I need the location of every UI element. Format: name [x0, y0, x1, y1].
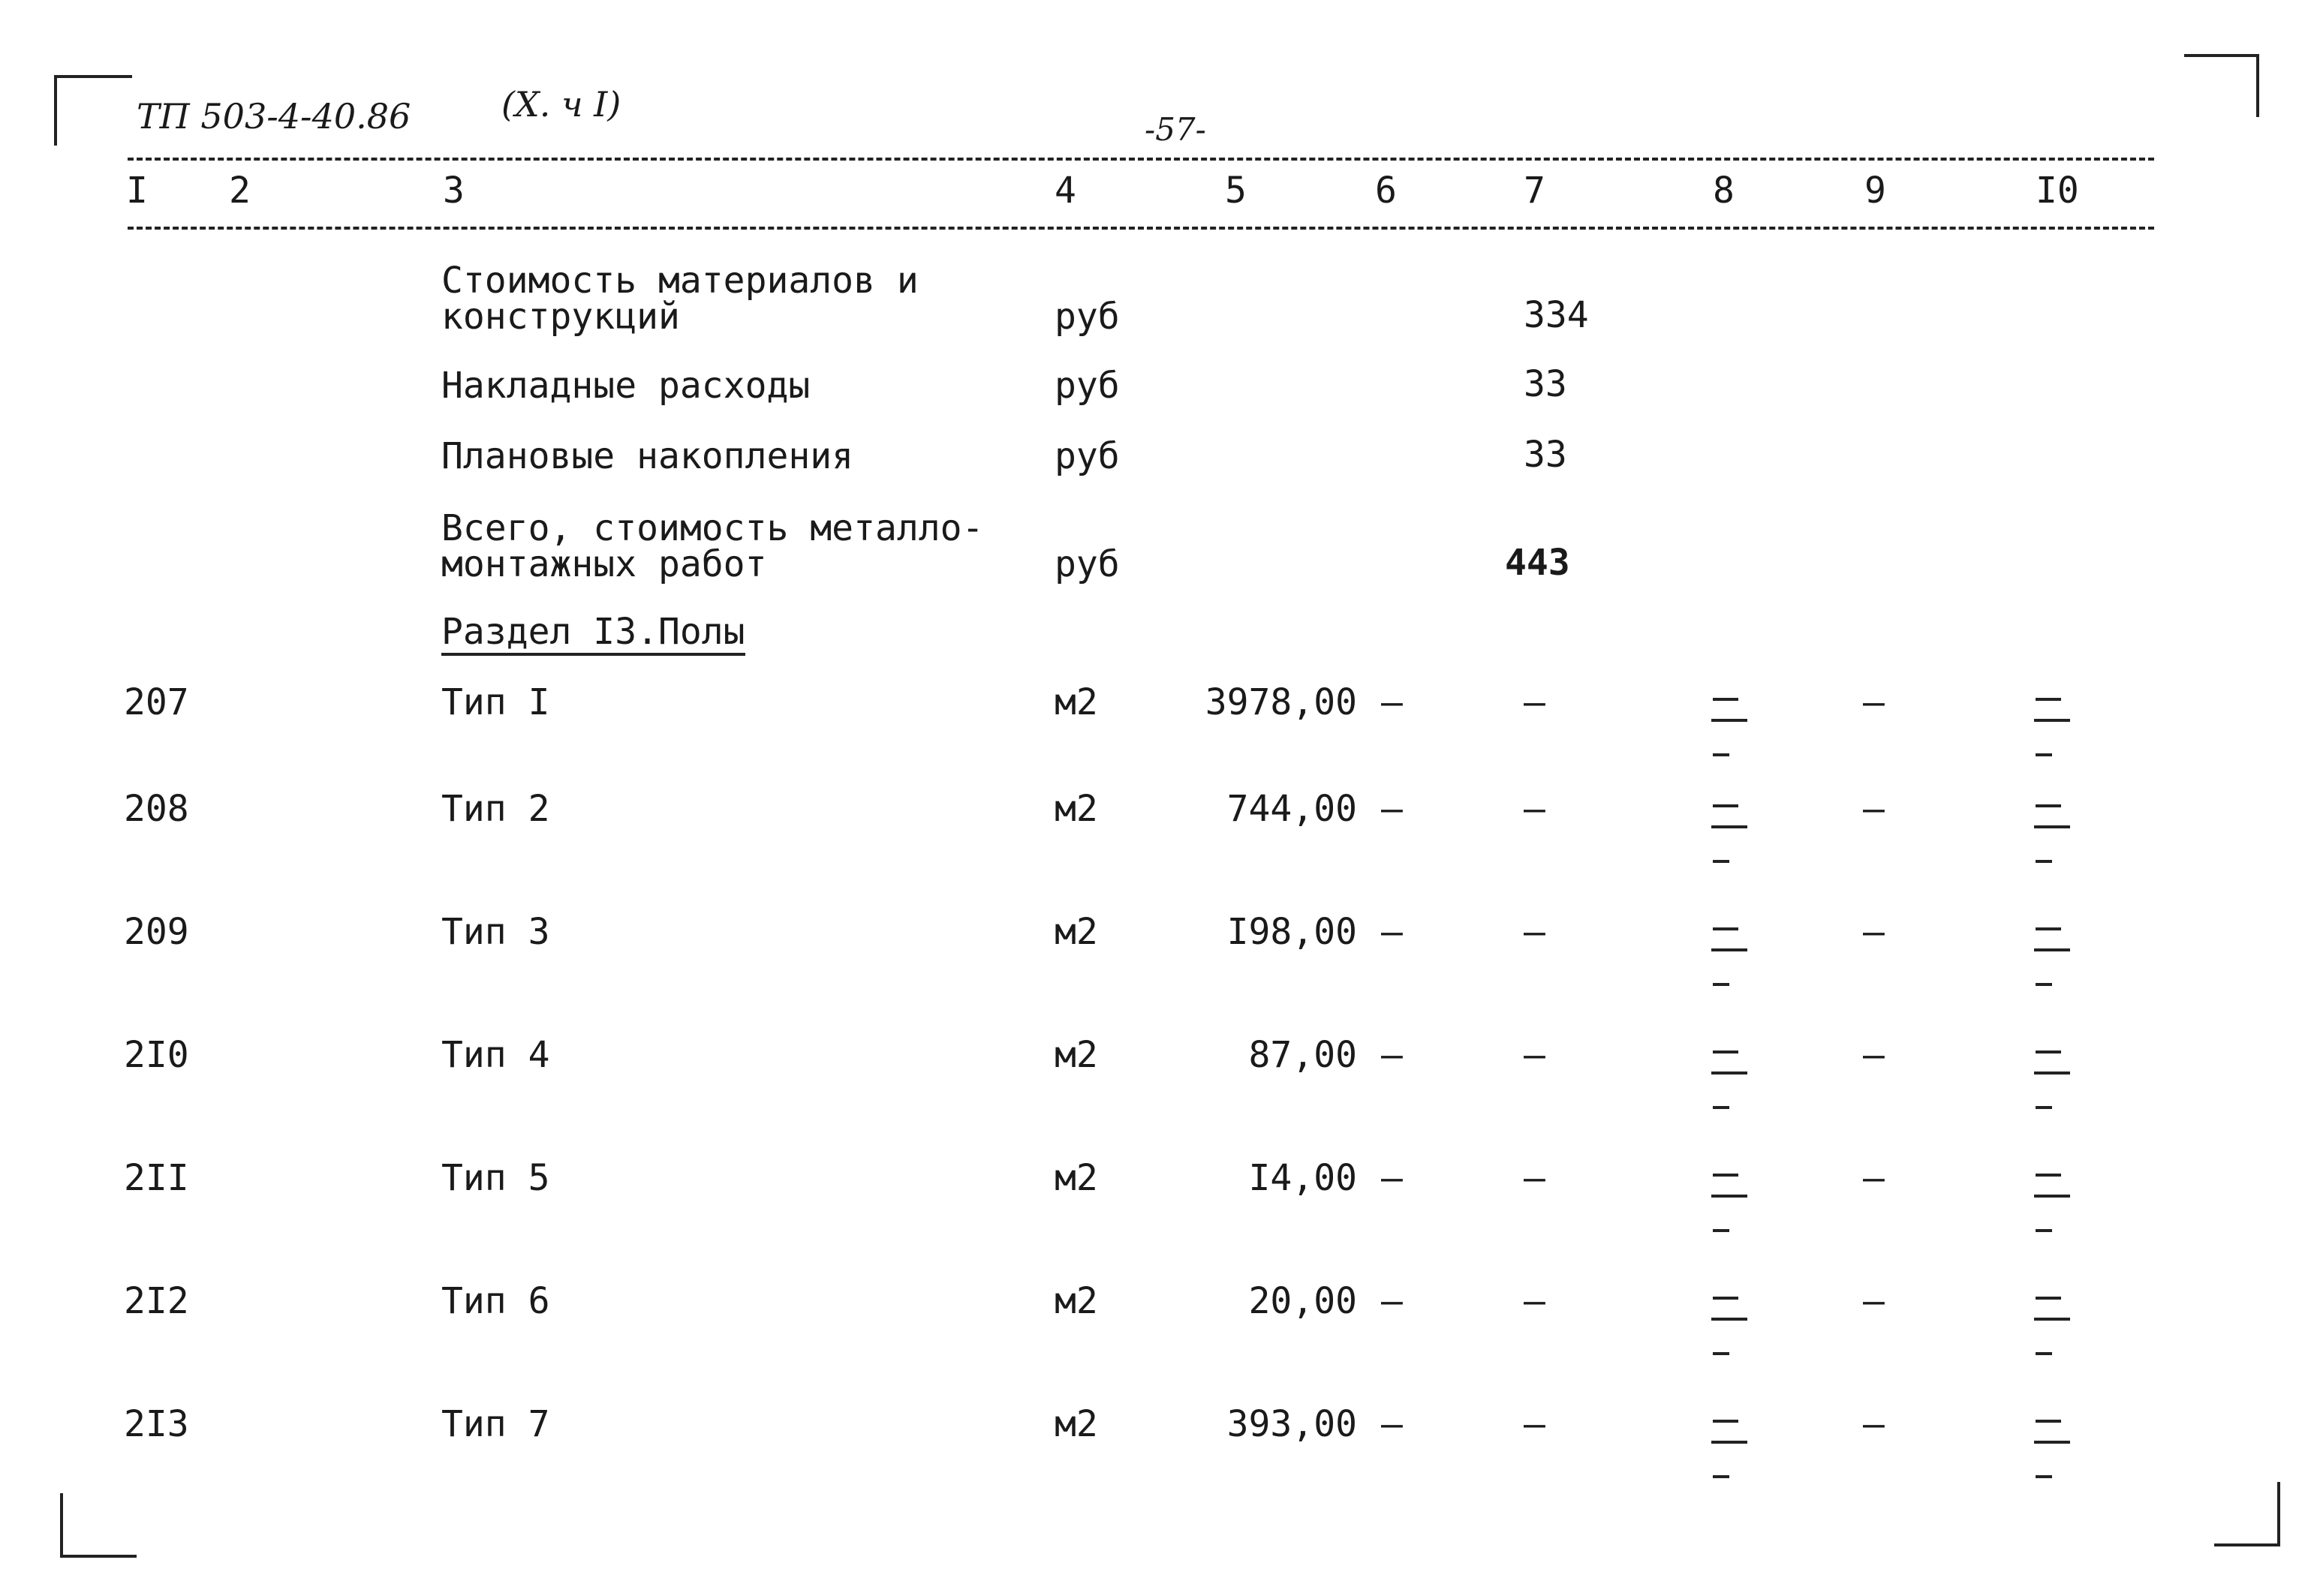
summary-name: Стоимость материалов и [441, 260, 919, 302]
row-col7: – [1524, 1403, 1545, 1445]
col8-mark [1713, 804, 1738, 807]
col8-mark [1713, 753, 1729, 756]
row-col6: – [1381, 681, 1403, 723]
row-number: 2II [124, 1157, 189, 1199]
document-part: (X. ч I) [501, 84, 621, 125]
summary-total-value: 443 [1505, 542, 1570, 584]
col8-mark [1711, 1072, 1747, 1075]
row-number: 2I0 [124, 1034, 189, 1076]
col8-mark [1713, 1352, 1729, 1355]
col8-mark [1711, 825, 1747, 828]
col10-mark [2034, 825, 2070, 828]
row-quantity: 20,00 [1248, 1280, 1357, 1322]
col10-mark [2034, 1441, 2070, 1444]
row-col9: – [1863, 911, 1885, 953]
col10-mark [2036, 1050, 2061, 1053]
col10-mark [2036, 698, 2061, 701]
corner-mark-top-left [54, 75, 132, 146]
row-col7: – [1524, 681, 1545, 723]
col8-mark [1713, 1229, 1729, 1232]
col8-mark [1713, 983, 1729, 986]
col10-mark [2036, 1475, 2052, 1478]
row-name: Тип 4 [441, 1034, 550, 1076]
col8-mark [1711, 719, 1747, 722]
row-name: Тип 7 [441, 1403, 550, 1445]
col10-mark [2036, 1174, 2061, 1177]
row-name: Тип 2 [441, 788, 550, 830]
corner-mark-bottom-right [2214, 1482, 2280, 1546]
corner-mark-bottom-left [60, 1493, 137, 1558]
row-unit: м2 [1055, 1157, 1098, 1199]
row-col6: – [1381, 1034, 1403, 1076]
summary-name: Всего, стоимость металло- [441, 507, 984, 549]
row-col9: – [1863, 1280, 1885, 1322]
summary-name: Плановые накопления [441, 435, 854, 477]
row-unit: м2 [1055, 681, 1098, 723]
row-col7: – [1524, 1157, 1545, 1199]
col10-mark [2034, 1318, 2070, 1321]
row-unit: м2 [1055, 911, 1098, 953]
section-title: Раздел I3.Полы [441, 614, 745, 656]
column-header-10: I0 [2036, 170, 2079, 212]
row-col6: – [1381, 911, 1403, 953]
column-header-2: 2 [229, 170, 251, 212]
row-number: 209 [124, 911, 189, 953]
col8-mark [1713, 1297, 1738, 1300]
row-name: Тип 6 [441, 1280, 550, 1322]
col10-mark [2036, 753, 2052, 756]
row-number: 2I3 [124, 1403, 189, 1445]
row-quantity: I98,00 [1226, 911, 1357, 953]
col10-mark [2034, 948, 2070, 951]
summary-unit: руб [1055, 543, 1120, 585]
row-quantity: 3978,00 [1205, 681, 1357, 723]
col10-mark [2036, 1297, 2061, 1300]
row-col9: – [1863, 681, 1885, 723]
col8-mark [1713, 1106, 1729, 1109]
column-header-6: 6 [1375, 170, 1397, 212]
row-unit: м2 [1055, 1034, 1098, 1076]
row-name: Тип I [441, 681, 550, 723]
column-header-3: 3 [443, 170, 465, 212]
column-header-1: I [126, 170, 148, 212]
col8-mark [1711, 1441, 1747, 1444]
row-col9: – [1863, 1034, 1885, 1076]
row-col9: – [1863, 1157, 1885, 1199]
row-col7: – [1524, 911, 1545, 953]
col10-mark [2036, 983, 2052, 986]
col10-mark [2034, 1072, 2070, 1075]
col10-mark [2034, 1195, 2070, 1198]
summary-value: 33 [1524, 363, 1567, 405]
summary-value: 33 [1524, 434, 1567, 476]
col8-mark [1713, 1475, 1729, 1478]
col10-mark [2036, 1106, 2052, 1109]
summary-unit: руб [1055, 435, 1120, 477]
row-col9: – [1863, 1403, 1885, 1445]
col10-mark [2036, 1229, 2052, 1232]
column-header-9: 9 [1864, 170, 1886, 212]
row-unit: м2 [1055, 1403, 1098, 1445]
header-rule-bottom [128, 227, 2154, 230]
column-header-7: 7 [1524, 170, 1545, 212]
col8-mark [1713, 860, 1729, 863]
col8-mark [1713, 698, 1738, 701]
column-header-4: 4 [1055, 170, 1076, 212]
col8-mark [1713, 1420, 1738, 1423]
row-quantity: I4,00 [1248, 1157, 1357, 1199]
summary-unit: руб [1055, 296, 1120, 338]
page-number: -57- [1145, 111, 1206, 148]
summary-name: монтажных работ [441, 543, 767, 585]
col8-mark [1711, 1318, 1747, 1321]
row-col6: – [1381, 1280, 1403, 1322]
row-unit: м2 [1055, 788, 1098, 830]
row-number: 208 [124, 788, 189, 830]
row-number: 207 [124, 681, 189, 723]
row-col6: – [1381, 1403, 1403, 1445]
col10-mark [2036, 1420, 2061, 1423]
col10-mark [2036, 927, 2061, 930]
row-col7: – [1524, 1280, 1545, 1322]
col8-mark [1711, 1195, 1747, 1198]
col10-mark [2036, 804, 2061, 807]
col8-mark [1711, 948, 1747, 951]
row-name: Тип 3 [441, 911, 550, 953]
summary-name: Накладные расходы [441, 365, 811, 407]
row-quantity: 744,00 [1226, 788, 1357, 830]
header-rule-top [128, 158, 2154, 161]
row-col7: – [1524, 788, 1545, 830]
row-col7: – [1524, 1034, 1545, 1076]
row-col6: – [1381, 1157, 1403, 1199]
column-header-8: 8 [1713, 170, 1735, 212]
col8-mark [1713, 1174, 1738, 1177]
row-quantity: 393,00 [1226, 1403, 1357, 1445]
summary-unit: руб [1055, 365, 1120, 407]
corner-mark-top-right [2184, 54, 2259, 117]
row-col9: – [1863, 788, 1885, 830]
document-code: ТП 503-4-40.86 [137, 96, 411, 137]
row-quantity: 87,00 [1248, 1034, 1357, 1076]
summary-name: конструкций [441, 296, 680, 338]
col10-mark [2036, 860, 2052, 863]
col10-mark [2036, 1352, 2052, 1355]
row-number: 2I2 [124, 1280, 189, 1322]
row-name: Тип 5 [441, 1157, 550, 1199]
col8-mark [1713, 1050, 1738, 1053]
column-header-5: 5 [1225, 170, 1247, 212]
summary-value: 334 [1524, 294, 1589, 336]
row-unit: м2 [1055, 1280, 1098, 1322]
col8-mark [1713, 927, 1738, 930]
col10-mark [2034, 719, 2070, 722]
row-col6: – [1381, 788, 1403, 830]
